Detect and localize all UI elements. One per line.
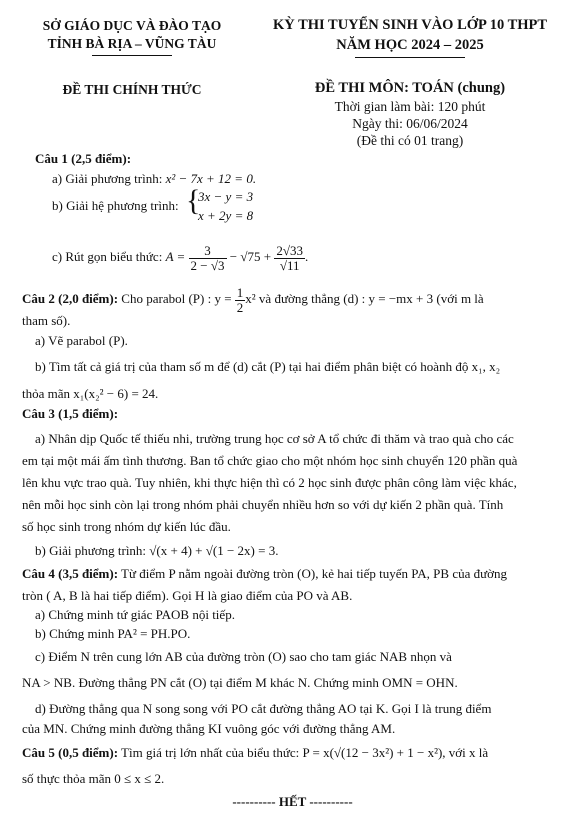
q4-d2: của MN. Chứng minh đường thẳng KI vuông góc với đường thẳng AM. [22, 721, 396, 736]
q3-title: Câu 3 (1,5 điểm): [22, 406, 119, 421]
q4-b: b) Chứng minh PA² = PH.PO. [35, 626, 191, 641]
q3-b: b) Giải phương trình: √(x + 4) + √(1 − 2x) = 3. [35, 543, 279, 558]
exam-name: KỲ THI TUYỂN SINH VÀO LỚP 10 THPT [272, 17, 548, 33]
dept-name: SỞ GIÁO DỤC VÀ ĐÀO TẠO [42, 18, 222, 33]
q1-c-lhs: A = [165, 249, 189, 264]
q3-a2: em tại một mái ấm tình thương. Ban tổ chức giao cho một nhóm học sinh chuyển 120 phần quà [22, 453, 518, 468]
header-right-rule [355, 57, 465, 58]
official-label: ĐỀ THI CHÍNH THỨC [62, 82, 202, 97]
frac1-denominator: 2 − √3 [190, 257, 225, 273]
end-marker: ---------- HẾT ---------- [232, 794, 353, 809]
q2-intro-2: x² và đường thẳng (d) : y = −mx + 3 (với m là [245, 291, 484, 306]
province-name: TỈNH BÀ RỊA – VŨNG TÀU [47, 36, 217, 51]
q2-title: Câu 2 (2,0 điểm): [22, 291, 119, 306]
q5-l2: số thực thỏa mãn 0 ≤ x ≤ 2. [22, 771, 165, 786]
q1-b-eq1: 3x − y = 3 [198, 189, 254, 204]
q1-c-fraction-2 [274, 244, 305, 273]
half-numerator: 1 [236, 284, 244, 300]
q2-intro-3: tham số). [22, 313, 71, 328]
q5-intro [22, 744, 488, 762]
q4-intro [22, 565, 507, 583]
header-left-rule [92, 55, 172, 56]
q3-a3: lên khu vực trao quà. Tuy nhiên, khi thực hiện thì có 2 học sinh được phân công làm việc khác, [22, 475, 517, 490]
page-count: (Đề thi có 01 trang) [356, 133, 464, 148]
q1-title: Câu 1 (2,5 điểm): [35, 151, 132, 166]
q1-b-eq2: x + 2y = 8 [198, 208, 254, 223]
frac1-numerator: 3 [189, 244, 227, 259]
q1-c-text: c) Rút gọn biểu thức: [52, 249, 166, 264]
q2-intro [22, 285, 484, 315]
q1-b-text: b) Giải hệ phương trình: [52, 198, 179, 213]
q4-d1: d) Đường thẳng qua N song song với PO cắt đường thẳng AO tại K. Gọi I là trung điểm [35, 701, 492, 716]
q2-b2: thỏa mãn x₁(x₂² − 6) = 24. [22, 386, 159, 401]
q4-title: Câu 4 (3,5 điểm): [22, 566, 119, 581]
q4-c1: c) Điểm N trên cung lớn AB của đường tròn (O) sao cho tam giác NAB nhọn và [35, 649, 452, 664]
half-denominator: 2 [236, 299, 244, 315]
frac2-numerator: 2√33 [276, 242, 303, 258]
system-brace: { [186, 184, 201, 217]
q5-title: Câu 5 (0,5 điểm): [22, 745, 119, 760]
q5-l1: Tìm giá trị lớn nhất của biểu thức: P = x(√(12 − 3x²) + 1 − x²), với x là [118, 745, 489, 760]
q2-intro-1: Cho parabol (P) : y = [118, 291, 235, 306]
q3-a1: a) Nhân dịp Quốc tế thiếu nhi, trường trung học cơ sở A tổ chức đi thăm và trao quà cho các [35, 431, 514, 446]
q4-c2: NA > NB. Đường thẳng PN cắt (O) tại điểm M khác N. Chứng minh OMN = OHN. [22, 675, 458, 690]
q1-a-text: a) Giải phương trình: [52, 171, 166, 186]
q1-c: c) Rút gọn biểu thức: A = $\frac{3}{2 - √3}$ − √75 + $\frac{2√33}{√11}$ . [52, 242, 309, 273]
q2-a: a) Vẽ parabol (P). [35, 333, 128, 348]
exam-date: Ngày thi: 06/06/2024 [352, 116, 468, 131]
q2-b1: b) Tìm tất cả giá trị của tham số m để (d) cắt (P) tại hai điểm phân biệt có hoành độ x₁, x₂ [35, 359, 501, 374]
q3-a4: nên mỗi học sinh còn lại trong nhóm phải chuyển nhiều hơn so với dự kiến 2 phần quà. Tính [22, 497, 504, 512]
q1-c-middle: − √75 + [226, 249, 275, 264]
subject-label: ĐỀ THI MÔN: TOÁN (chung) [314, 80, 506, 96]
frac2-denominator: √11 [279, 257, 300, 273]
q3-a5: số học sinh trong nhóm dự kiến lúc đầu. [22, 519, 231, 534]
q4-a: a) Chứng minh tứ giác PAOB nội tiếp. [35, 607, 235, 622]
q1-a-equation: x² − 7x + 12 = 0. [165, 171, 257, 186]
school-year: NĂM HỌC 2024 – 2025 [336, 37, 484, 53]
q4-l1: Từ điểm P nằm ngoài đường tròn (O), kẻ hai tiếp tuyến PA, PB của đường [118, 566, 508, 581]
q1-c-fraction-1 [189, 244, 227, 273]
q2-half-fraction [235, 286, 246, 315]
duration: Thời gian làm bài: 120 phút [334, 99, 486, 114]
q1-a [52, 170, 256, 188]
q4-l2: tròn ( A, B là hai tiếp điểm). Gọi H là giao điểm của PO và AB. [22, 588, 353, 603]
